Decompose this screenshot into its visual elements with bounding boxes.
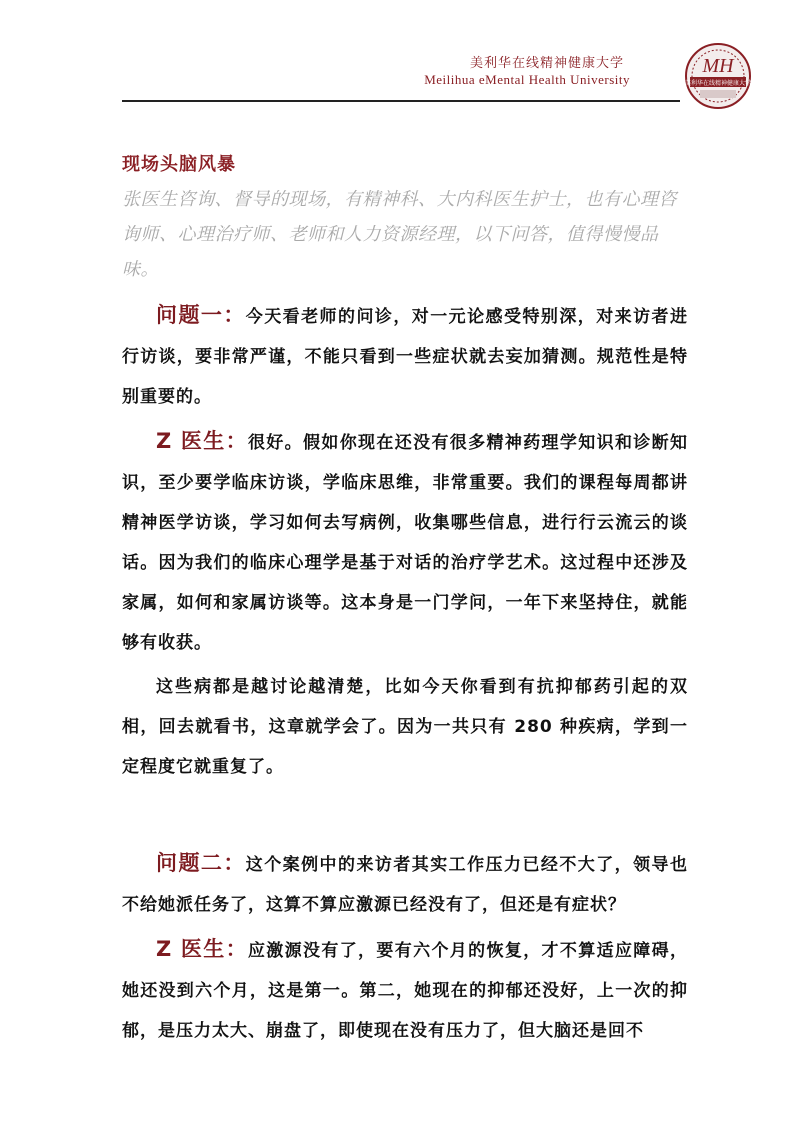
page-header: [0, 0, 800, 110]
doctor-label: Z 医生：: [156, 937, 248, 961]
answer-text: 很好。假如你现在还没有很多精神药理学知识和诊断知识，至少要学临床访谈，学临床思维，非常重要。我们的课程每周都讲精神医学访谈，学习如何去写病例，收集哪些信息，进行行云流云的谈话。因为我们的临床心理学是基于对话的治疗学艺术。这过程中还涉及家属，如何和家属访谈等。这本身是一门学问，一年下来坚持住，就能够有收获。: [122, 433, 689, 653]
qa-paragraph: [122, 929, 688, 1051]
logo-caption: 美利华在线精神健康大学: [684, 80, 752, 87]
question-text: 今天看老师的问诊，对一元论感受特别深，对来访者进行访谈，要非常严谨，不能只看到一些症状就去妄加猜测。规范性是特别重要的。: [122, 307, 689, 407]
header-divider: [122, 100, 680, 102]
article-body: [122, 150, 688, 1055]
section-title: 现场头脑风暴: [122, 154, 236, 175]
header-en-title: Meilihua eMental Health University: [424, 72, 630, 87]
question-label: 问题一：: [156, 303, 246, 327]
university-logo: [684, 42, 752, 110]
section-intro: 张医生咨询、督导的现场，有精神科、大内科医生护士，也有心理咨询师、心理治疗师、老师和人力资源经理，以下问答，值得慢慢品味。: [122, 189, 677, 280]
qa-paragraph: [122, 421, 688, 663]
question-label: 问题二：: [156, 851, 246, 875]
qa-paragraph: [122, 295, 688, 417]
header-cn-title: 美利华在线精神健康大学: [469, 56, 624, 71]
question-text: 这个案例中的来访者其实工作压力已经不大了，领导也不给她派任务了，这算不算应激源已经没有了，但还是有症状？: [122, 855, 689, 915]
answer-text: 这些病都是越讨论越清楚，比如今天你看到有抗抑郁药引起的双相，回去就看书，这章就学会了。因为一共只有 280 种疾病，学到一定程度它就重复了。: [122, 677, 688, 777]
doctor-label: Z 医生：: [156, 429, 248, 453]
qa-paragraph: [122, 843, 688, 925]
spacer: [122, 791, 688, 843]
logo-initials: MH: [702, 55, 734, 77]
qa-paragraph: [122, 667, 688, 787]
answer-text: 应激源没有了，要有六个月的恢复，才不算适应障碍，她还没到六个月，这是第一。第二，她现在的抑郁还没好，上一次的抑郁，是压力太大、崩盘了，即使现在没有压力了，但大脑还是回不: [122, 941, 689, 1041]
